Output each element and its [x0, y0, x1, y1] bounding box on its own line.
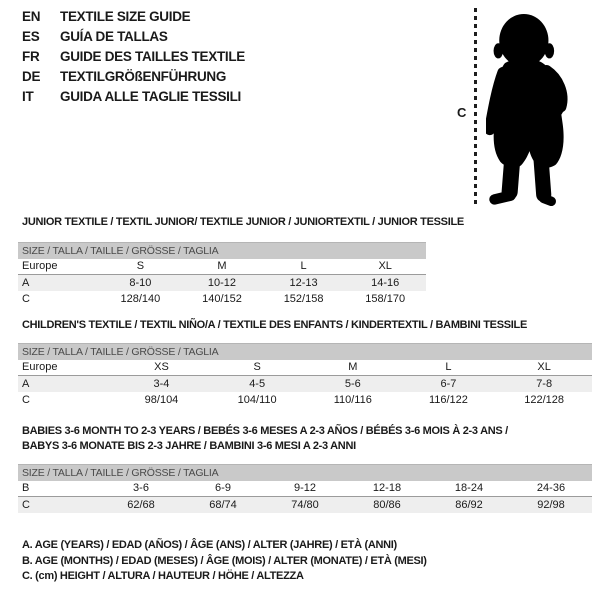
table-title-line: JUNIOR TEXTILE / TEXTIL JUNIOR/ TEXTILE JUNIOR / JUNIORTEXTIL / JUNIOR TESSILE [22, 216, 464, 228]
size-column-cell: M [181, 259, 263, 275]
language-list [22, 7, 245, 107]
height-measure-line [474, 8, 477, 205]
table-title [18, 318, 592, 333]
value-cell: 104/110 [237, 393, 277, 406]
table-row [18, 376, 592, 392]
table-row [18, 497, 592, 513]
value-cell: 3-6 [100, 481, 182, 497]
size-columns-row [18, 259, 426, 275]
footnote-line: B. AGE (MONTHS) / EDAD (MESES) / ÂGE (MOIS) / ALTER (MONATE) / ETÀ (MESI) [22, 554, 427, 567]
region-label-cell: Europe [18, 360, 114, 376]
language-title: GUIDE DES TAILLES TEXTILE [60, 49, 246, 64]
value-cell: 24-36 [510, 481, 592, 497]
value-cell: 152/158 [283, 292, 324, 305]
language-code: IT [22, 89, 34, 104]
language-row [22, 87, 245, 107]
size-column-cell: S [100, 259, 182, 275]
language-row [22, 67, 245, 87]
language-title: TEXTILE SIZE GUIDE [60, 9, 191, 24]
row-label-cell: C [22, 292, 30, 305]
language-row [22, 7, 245, 27]
value-cell: 62/68 [100, 497, 182, 513]
value-cell: 18-24 [428, 481, 510, 497]
value-cell: 140/152 [202, 292, 242, 305]
table-title-line: CHILDREN'S TEXTILE / TEXTIL NIÑO/A / TEXTILE DES ENFANTS / KINDERTEXTIL / BAMBINI TESSILE [22, 319, 527, 331]
language-code: DE [22, 69, 41, 84]
table-row [18, 481, 592, 497]
value-cell: 6-9 [182, 481, 264, 497]
toddler-silhouette-icon [486, 8, 574, 212]
value-cell: 158/170 [365, 292, 406, 305]
size-header-cell: SIZE / TALLA / TAILLE / GRÖSSE / TAGLIA [18, 465, 592, 481]
table-title [18, 424, 592, 454]
language-code: ES [22, 29, 40, 44]
table-row [18, 291, 426, 307]
table-row [18, 392, 592, 408]
value-cell: 128/140 [120, 292, 161, 305]
size-table [18, 242, 426, 307]
height-measure-label: C [457, 105, 467, 120]
value-cell: 12-13 [263, 275, 345, 291]
footnote-line: A. AGE (YEARS) / EDAD (AÑOS) / ÂGE (ANS) / ALTER (JAHRE) / ETÀ (ANNI) [22, 539, 397, 551]
size-column-cell: XL [496, 360, 592, 376]
value-cell: 68/74 [182, 497, 264, 513]
value-cell: 80/86 [346, 497, 428, 513]
language-row [22, 47, 245, 67]
footnotes [22, 538, 427, 585]
value-cell: 92/98 [510, 497, 592, 513]
size-column-cell: M [305, 360, 401, 376]
children-textile-section [18, 318, 592, 408]
size-header-row [18, 344, 592, 360]
language-code: FR [22, 49, 40, 64]
size-column-cell: S [209, 360, 305, 376]
table-title-line: BABYS 3-6 MONATE BIS 2-3 JAHRE / BAMBINI 3-6 MESI A 2-3 ANNI [22, 440, 356, 452]
table-title-line: BABIES 3-6 MONTH TO 2-3 YEARS / BEBÉS 3-6 MESES A 2-3 AÑOS / BÉBÉS 3-6 MOIS À 2-3 ANS / [22, 425, 508, 437]
value-cell: 98/104 [144, 393, 179, 406]
row-label-cell: A [18, 275, 100, 291]
language-code: EN [22, 9, 41, 24]
value-cell: 116/122 [428, 393, 468, 406]
size-columns-row [18, 360, 592, 376]
region-label-cell: Europe [18, 259, 100, 275]
language-title: GUÍA DE TALLAS [60, 29, 168, 44]
value-cell: 74/80 [264, 497, 346, 513]
value-cell: 3-4 [114, 376, 210, 392]
value-cell: 4-5 [209, 376, 305, 392]
row-label-cell: B [18, 481, 100, 497]
footnote-line: C. (cm) HEIGHT / ALTURA / HAUTEUR / HÖHE / ALTEZZA [22, 570, 304, 583]
size-column-cell: XS [114, 360, 210, 376]
value-cell: 12-18 [346, 481, 428, 497]
value-cell: 9-12 [264, 481, 346, 497]
size-table [18, 464, 592, 513]
language-title: GUIDA ALLE TAGLIE TESSILI [60, 89, 241, 104]
value-cell: 122/128 [524, 393, 565, 406]
size-column-cell: L [263, 259, 345, 275]
value-cell: 14-16 [344, 275, 426, 291]
size-column-cell: L [401, 360, 497, 376]
size-header-row [18, 465, 592, 481]
junior-textile-section [18, 215, 464, 307]
babies-textile-section [18, 424, 592, 513]
value-cell: 110/116 [333, 393, 372, 406]
table-title [18, 215, 464, 230]
row-label-cell: C [18, 497, 100, 513]
value-cell: 86/92 [428, 497, 510, 513]
value-cell: 7-8 [496, 376, 592, 392]
size-header-cell: SIZE / TALLA / TAILLE / GRÖSSE / TAGLIA [18, 344, 592, 360]
size-table [18, 343, 592, 408]
row-label-cell: C [22, 393, 30, 406]
value-cell: 10-12 [181, 275, 263, 291]
language-title: TEXTILGRÖßENFÜHRUNG [60, 69, 227, 84]
value-cell: 8-10 [100, 275, 182, 291]
language-row [22, 27, 245, 47]
table-row [18, 275, 426, 291]
size-header-cell: SIZE / TALLA / TAILLE / GRÖSSE / TAGLIA [18, 243, 426, 259]
size-header-row [18, 243, 426, 259]
row-label-cell: A [18, 376, 114, 392]
size-column-cell: XL [344, 259, 426, 275]
value-cell: 5-6 [305, 376, 401, 392]
value-cell: 6-7 [401, 376, 497, 392]
